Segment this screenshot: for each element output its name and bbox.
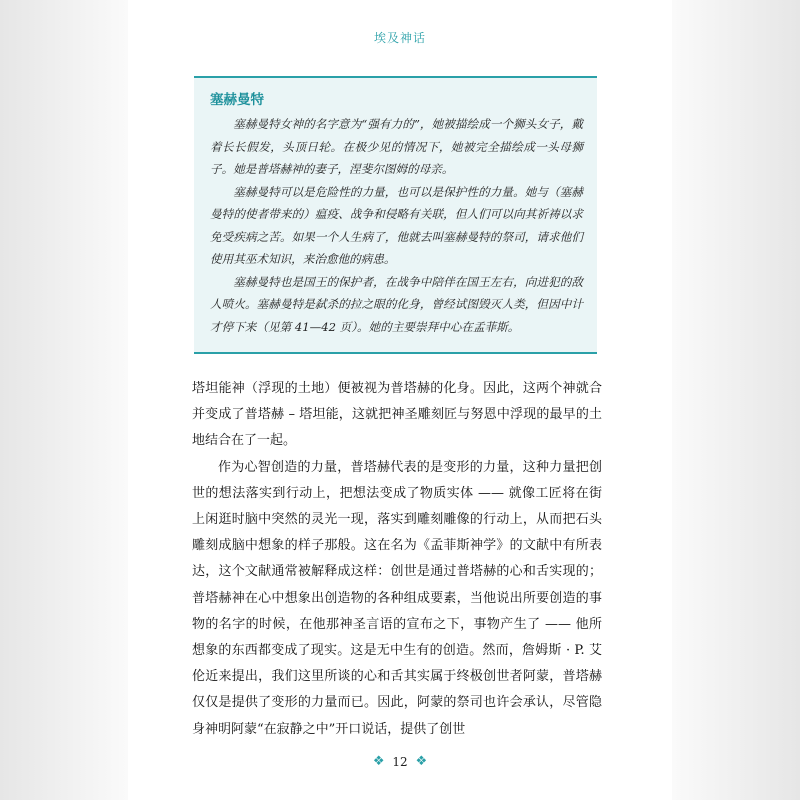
page-footer [128, 754, 672, 769]
body-text [192, 376, 602, 743]
sidebar-title: 塞赫曼特 [210, 92, 264, 108]
sidebar-paragraph: 塞赫曼特女神的名字意为“强有力的”，她被描绘成一个狮头女子，戴着长长假发，头顶日轮。在极少见的情况下，她被完全描绘成一头母狮子。她是普塔赫神的妻子，涅斐尔图姆的母亲。 [210, 117, 583, 176]
book-page [128, 0, 672, 800]
page-gutter-right [672, 0, 800, 800]
ornament-left-icon: ❖ [372, 754, 385, 769]
sidebar-paragraph: 塞赫曼特可以是危险性的力量，也可以是保护性的力量。她与（塞赫曼特的使者带来的）瘟疫、战争和侵略有关联，但人们可以向其祈祷以求免受疾病之苦。如果一个人生病了，他就去叫塞赫曼特的祭司，请求他们使用其巫术知识，来治愈他的病患。 [210, 184, 583, 266]
body-paragraph: 塔坦能神（浮现的土地）便被视为普塔赫的化身。因此，这两个神就合并变成了普塔赫 – 塔坦能，这就把神圣雕刻匠与努恩中浮现的最早的土地结合在了一起。 [192, 381, 602, 449]
ornament-right-icon: ❖ [415, 754, 428, 769]
sidebar-box [194, 76, 597, 354]
body-paragraph: 作为心智创造的力量，普塔赫代表的是变形的力量，这种力量把创世的想法落实到行动上，把想法变成了物质实体 —— 就像工匠将在街上闲逛时脑中突然的灵光一现，落实到雕刻雕像的行动上，从而把石头雕刻成脑中想象的样子那般。这在名为《孟菲斯神学》的文献中有所表达，这个文献通常被解释成这样：创世是通过普塔赫的心和舌实现的；普塔赫神在心中想象出创造物的各种组成要素，当他说出所要创造的事物的名字的时候，在他那神圣言语的宣布之下，事物产生了 —— 他所想象的东西都变成了现实。这是无中生有的创造。然而，詹姆斯 · P. 艾伦近来提出，我们这里所谈的心和舌其实属于终极创世者阿蒙，普塔赫仅仅是提供了变形的力量而已。因此，阿蒙的祭司也许会承认，尽管隐身神明阿蒙“在寂静之中”开口说话，提供了创世 [192, 459, 602, 737]
page-number: 12 [392, 754, 408, 769]
running-head: 埃及神话 [373, 31, 426, 45]
sidebar-paragraph: 塞赫曼特也是国王的保护者，在战争中陪伴在国王左右，向进犯的敌人喷火。塞赫曼特是弑杀的拉之眼的化身，曾经试图毁灭人类，但因中计才停下来（见第 41—42 页）。她的主要崇拜中心在孟菲斯。 [210, 274, 583, 334]
page-gutter-left [0, 0, 128, 800]
